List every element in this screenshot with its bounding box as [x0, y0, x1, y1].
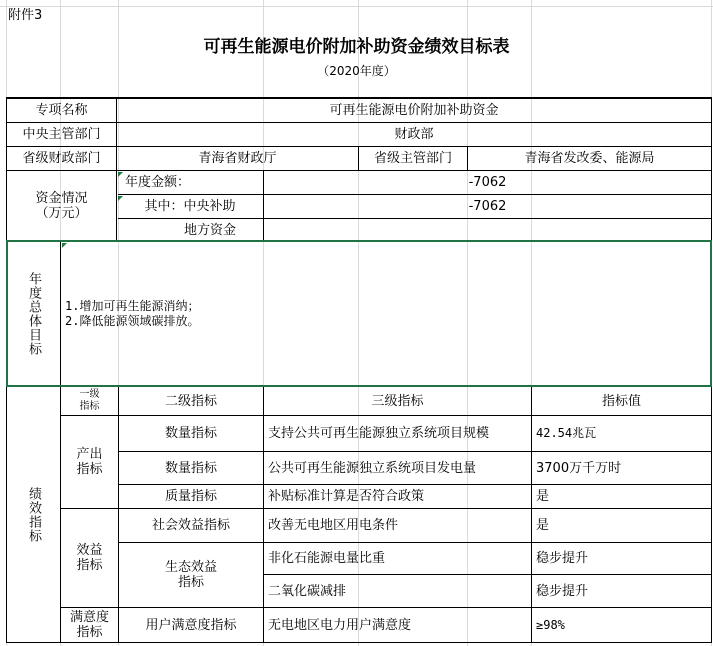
central-dept-label[interactable]: 中央主管部门 — [22, 127, 101, 142]
value-row-5[interactable]: 稳步提升 — [536, 551, 589, 566]
level2-quality[interactable]: 质量指标 — [164, 489, 217, 504]
funds-label-line2: （万元） — [35, 206, 88, 221]
level2-quantity-1[interactable]: 数量指标 — [164, 426, 217, 441]
prov-admin-label[interactable]: 省级主管部门 — [373, 151, 452, 166]
header-level3[interactable]: 三级指标 — [371, 393, 424, 409]
funds-label[interactable] — [7, 171, 116, 241]
value-row-7[interactable]: ≥98% — [536, 617, 565, 632]
annex-label: 附件3 — [8, 8, 43, 23]
level3-row-4[interactable]: 改善无电地区用电条件 — [268, 518, 399, 533]
central-subsidy-value[interactable]: -7062 — [468, 199, 507, 214]
value-row-6[interactable]: 稳步提升 — [536, 583, 589, 599]
year-label: （2020年度） — [317, 64, 396, 78]
central-subsidy-label[interactable]: 其中：中央补助 — [144, 199, 236, 214]
annual-goals-content[interactable] — [61, 242, 711, 386]
local-funds-label[interactable]: 地方资金 — [183, 222, 236, 238]
value-row-1[interactable]: 42.54兆瓦 — [536, 426, 597, 440]
value-row-4[interactable]: 是 — [536, 518, 550, 533]
funds-label-line1: 资金情况 — [35, 191, 88, 206]
annual-goals-label-text: 年度总体目标 — [26, 272, 41, 356]
annual-goals-label[interactable] — [7, 242, 60, 386]
level2-eco-benefit[interactable]: 生态效益指标 — [164, 560, 217, 590]
annual-amount-value[interactable]: -7062 — [468, 175, 507, 190]
level3-row-1[interactable]: 支持公共可再生能源独立系统项目规模 — [268, 426, 490, 441]
page-title: 可再生能源电价附加补助资金绩效目标表 — [203, 37, 510, 57]
level2-user-satisfaction[interactable]: 用户满意度指标 — [145, 617, 237, 633]
annual-amount-label[interactable]: 年度金额： — [125, 175, 191, 190]
goal-line-1: 1.增加可再生能源消纳； — [65, 299, 200, 313]
prov-finance-value[interactable]: 青海省财政厅 — [198, 151, 277, 166]
performance-label-text: 绩效指标 — [26, 486, 41, 543]
prov-finance-label[interactable]: 省级财政部门 — [22, 151, 101, 166]
output-indicator-label[interactable]: 产出指标 — [76, 447, 103, 477]
performance-label[interactable] — [7, 387, 60, 642]
value-row-3[interactable]: 是 — [536, 489, 550, 504]
local-funds-value[interactable] — [264, 219, 711, 241]
header-level2[interactable]: 二级指标 — [164, 393, 217, 409]
value-row-2[interactable]: 3700万千万时 — [536, 460, 622, 476]
level2-social-benefit[interactable]: 社会效益指标 — [151, 518, 230, 533]
level3-row-6[interactable]: 二氧化碳减排 — [268, 583, 347, 599]
benefit-indicator-label[interactable]: 效益指标 — [76, 543, 103, 573]
project-name-label[interactable]: 专项名称 — [35, 103, 88, 118]
level3-row-7[interactable]: 无电地区电力用户满意度 — [268, 617, 412, 633]
level2-quantity-2[interactable]: 数量指标 — [164, 460, 217, 476]
goal-line-2: 2.降低能源领域碳排放。 — [65, 314, 200, 328]
header-level1[interactable]: 一级指标 — [79, 389, 100, 412]
project-name-value[interactable]: 可再生能源电价附加补助资金 — [329, 103, 499, 118]
header-value[interactable]: 指标值 — [601, 393, 641, 409]
level3-row-3[interactable]: 补贴标准计算是否符合政策 — [268, 489, 425, 504]
prov-admin-value[interactable]: 青海省发改委、能源局 — [524, 151, 655, 166]
level3-row-2[interactable]: 公共可再生能源独立系统项目发电量 — [268, 460, 477, 476]
level3-row-5[interactable]: 非化石能源电量比重 — [268, 551, 386, 566]
satisfaction-indicator-label[interactable]: 满意度指标 — [69, 610, 109, 640]
central-dept-value[interactable]: 财政部 — [394, 127, 434, 142]
